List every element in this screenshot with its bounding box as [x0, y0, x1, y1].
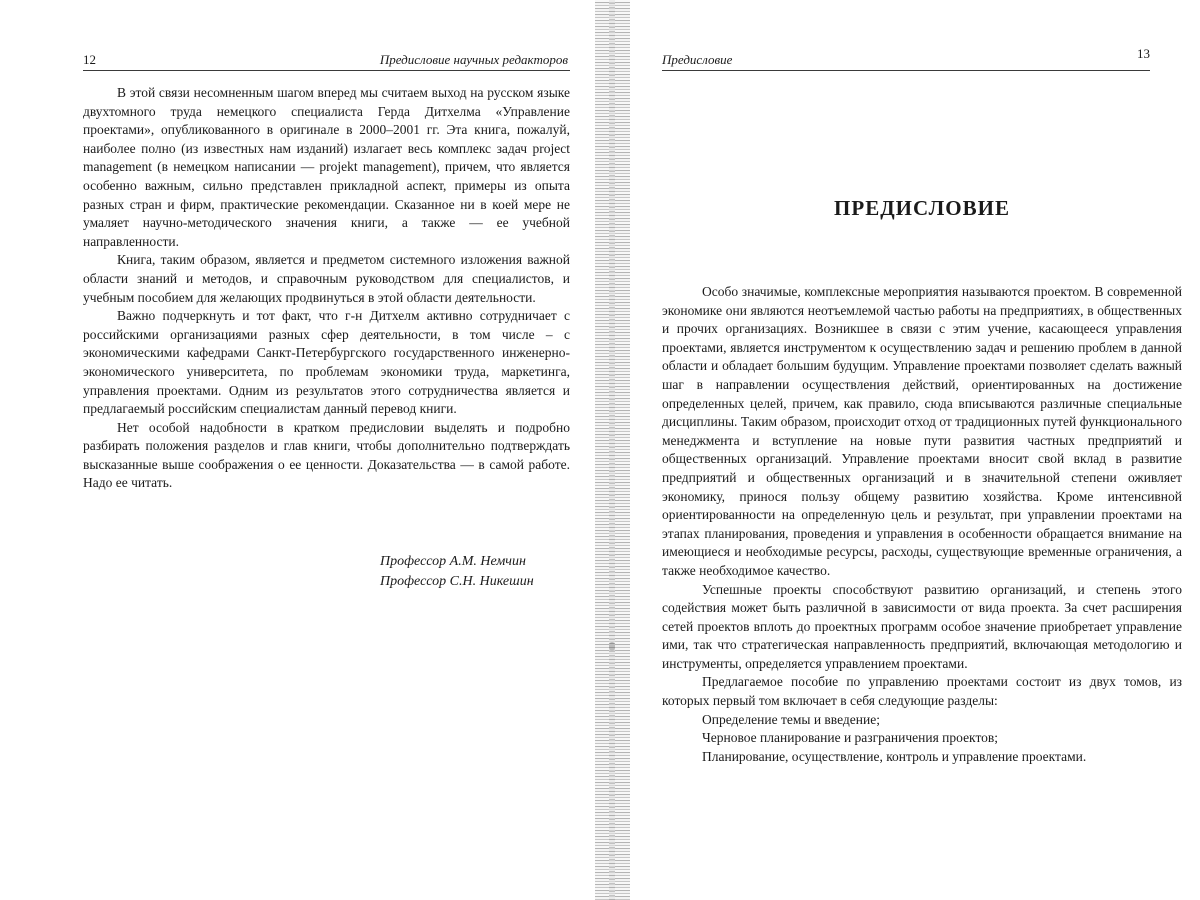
page-number: 13	[1137, 46, 1150, 61]
paragraph: Особо значимые, комплексные мероприятия называются проектом. В современной экономике они являются неотъемлемой частью работы на предприятиях, в общественных и прочих организациях. Возникшее в связи с этим учение, касающееся управления проектами, является инструментом к осуществлению задач и решению проблем в данной области и обладает большим будущим. Управление проектами позволяет сделать важный шаг в направлении осуществления действий, ориентированных на достижение определенных целей, причем, как правило, сюда вписываются различные специальные дисциплины. Таким образом, происходит отход от традиционных путей функционального менеджмента и вступление на новые пути развития частных предприятий и общественных организаций. Управление проектами вносит свой вклад в развитие предприятий и общественных организаций и в значительной степени оживляет экономику, принося пользу общему развитию хозяйства. Кроме интенсивной ориентированности на определенную цель и результат, при управлении проектами на этапах планирования, проведения и управления в особенности обращается внимание на имеющиеся и необходимые ресурсы, расходы, существующие временные ограничения, а также необходимое качество.	[662, 284, 1182, 578]
paragraph: Книга, таким образом, является и предметом системного изложения важной области знаний и методов, и справочным руководством для специалистов, и учебным пособием для желающих продвинуться в этой области деятельности.	[83, 252, 570, 305]
paragraph: Предлагаемое пособие по управлению проектами состоит из двух томов, из которых первый том включает в себя следующие разделы:	[662, 674, 1182, 709]
list-item: Определение темы и введение;	[702, 711, 880, 727]
paragraph: Нет особой надобности в кратком предисловии выделять и подробно разбирать положения разделов и глав книги, чтобы дополнительно подтверждать высказанные выше соображения о ее ценности. Доказательства — в самой работе. Надо ее читать.	[83, 419, 570, 491]
running-head: Предисловие научных редакторов	[379, 52, 568, 67]
page-number: 12	[83, 52, 96, 67]
left-page	[0, 0, 595, 900]
paragraph: Успешные проекты способствуют развитию организаций, и степень этого содействия может быть различной в зависимости от вида проекта. За счет расширения сетей проектов вплоть до проектных программ особое значение приобретает управление ими, так что стратегическая направленность предприятий, включающая методологию и инструменты, определяется управлением проектами.	[662, 581, 1182, 671]
right-page	[630, 0, 1200, 900]
running-head: Предисловие	[662, 52, 733, 67]
chapter-title: ПРЕДИСЛОВИЕ	[834, 196, 1010, 220]
right-page-body	[662, 283, 1182, 766]
left-page-body	[83, 84, 570, 493]
paragraph: В этой связи несомненным шагом вперед мы считаем выход на русском языке двухтомного труда немецкого специалиста Герда Дитхелма «Управление проектами», опубликованного в оригинале в 2000–2001 гг. Эта книга, пожалуй, наиболее полно (из известных нам изданий) излагает весь комплекс задач project management (в немецком написании — projekt management), причем, что является особенно важным, сильно представлен прикладной аспект, примеры из опыта разных стран и фирм, практические рекомендации. Сказанное ни в коей мере не умаляет научно-методического значения книги, а также — ее учебной направленности.	[83, 85, 570, 249]
signatures	[380, 552, 565, 592]
signature-line: Профессор С.Н. Никешин	[380, 574, 534, 589]
book-gutter	[595, 0, 630, 900]
binding-mark	[609, 642, 615, 651]
right-page-header	[662, 46, 1150, 71]
list-item: Черновое планирование и разграничения проектов;	[702, 730, 999, 746]
left-page-header	[83, 52, 570, 71]
paragraph: Важно подчеркнуть и тот факт, что г-н Дитхелм активно сотрудничает с российскими организациями разных сфер деятельности, в том числе – с экономическими кафедрами Санкт-Петербургского государственного инженерно-экономического университета, по проблемам экономики труда, маркетинга, управления проектами. Одним из результатов этого сотрудничества является и предлагаемый российским специалистам данный перевод книги.	[83, 308, 570, 417]
list-item: Планирование, осуществление, контроль и управление проектами.	[702, 748, 1087, 764]
signature-line: Профессор А.М. Немчин	[380, 554, 526, 569]
